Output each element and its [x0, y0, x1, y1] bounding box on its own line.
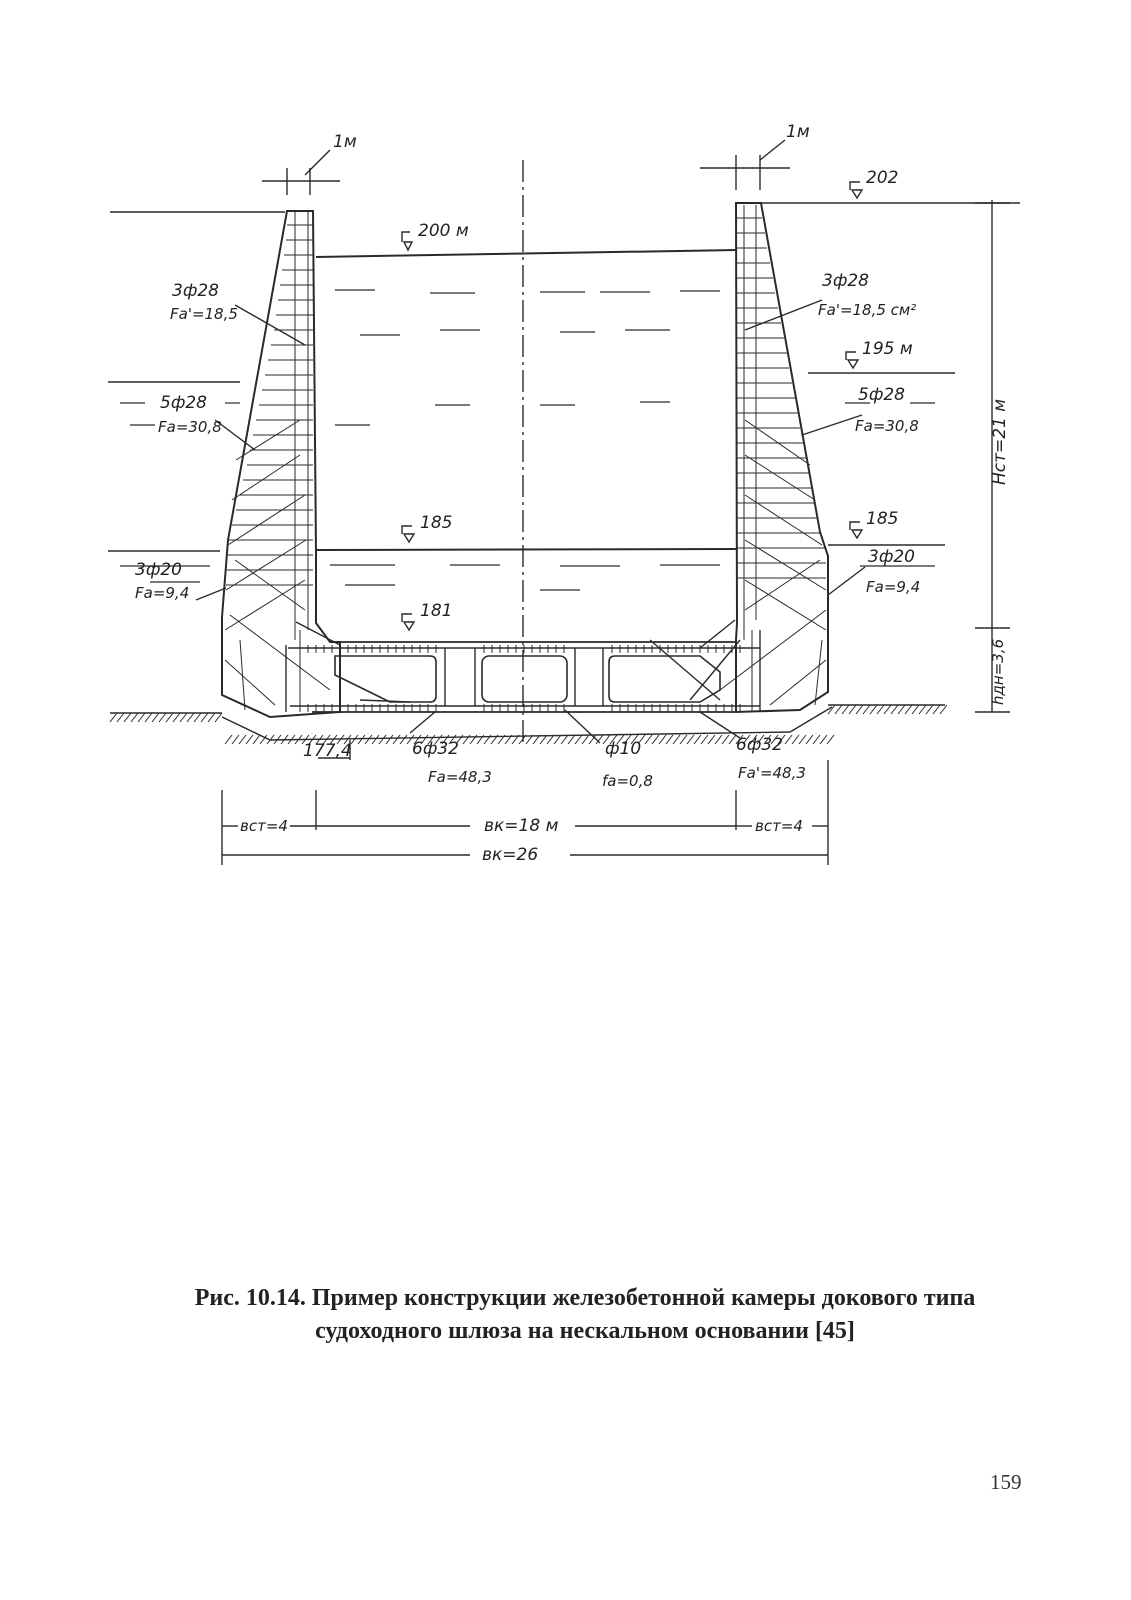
ground-hatch	[110, 705, 947, 744]
page-number: 159	[990, 1470, 1022, 1494]
right-rebar-2-area: Fa=30,8	[855, 417, 919, 435]
left-rebar-1-area: Fa'=18,5	[170, 305, 238, 323]
drawing-lines	[108, 140, 1020, 865]
left-rebar-2-bars: 5ф28	[160, 393, 207, 413]
labels	[135, 122, 1010, 865]
elev-upper-water: 200 м	[418, 221, 469, 241]
bottom-rebar-1-bars: 6ф32	[412, 739, 459, 759]
left-rebar-2-area: Fa=30,8	[158, 418, 222, 436]
right-rebar-1-area: Fa'=18,5 см²	[818, 301, 917, 319]
dim-chamber: вк=18 м	[484, 816, 559, 836]
figure-caption	[80, 1282, 1090, 1348]
caption-line-2: судоходного шлюза на нескальном основании [45]	[315, 1318, 855, 1344]
left-rebar-3-bars: 3ф20	[135, 560, 182, 580]
bottom-rebar-3-area: Fa'=48,3	[738, 764, 806, 782]
left-gap-label: 1м	[333, 132, 357, 152]
elev-lower-left: 185	[420, 513, 453, 533]
right-rebar-3-bars: 3ф20	[868, 547, 915, 567]
elev-mid-water: 195 м	[862, 339, 913, 359]
bottom-rebar-3-bars: 6ф32	[736, 735, 783, 755]
dim-total: вк=26	[482, 845, 539, 865]
bottom-rebar-2-bars: ф10	[605, 739, 642, 759]
left-rebar-1-bars: 3ф28	[172, 281, 219, 301]
dim-wall-right: вст=4	[755, 817, 803, 835]
elev-lower-right: 185	[866, 509, 899, 529]
right-rebar-1-bars: 3ф28	[822, 271, 869, 291]
dim-wall-height: Hст=21 м	[990, 398, 1010, 485]
right-rebar-2-bars: 5ф28	[858, 385, 905, 405]
bottom-rebar-1-area: Fa=48,3	[428, 768, 492, 786]
dim-wall-left: вст=4	[240, 817, 288, 835]
right-rebar-3-area: Fa=9,4	[866, 578, 921, 596]
caption-line-1: Рис. 10.14. Пример конструкции железобетонной камеры докового типа	[194, 1285, 976, 1311]
left-rebar-3-area: Fa=9,4	[135, 584, 190, 602]
elev-crest: 202	[866, 168, 899, 188]
bottom-rebar-2-area: fa=0,8	[602, 772, 653, 790]
right-gap-label: 1м	[786, 122, 810, 142]
elev-base: 177,4	[303, 741, 352, 761]
elev-floor: 181	[420, 601, 453, 621]
dim-floor-height: hдн=3,6	[989, 638, 1007, 705]
